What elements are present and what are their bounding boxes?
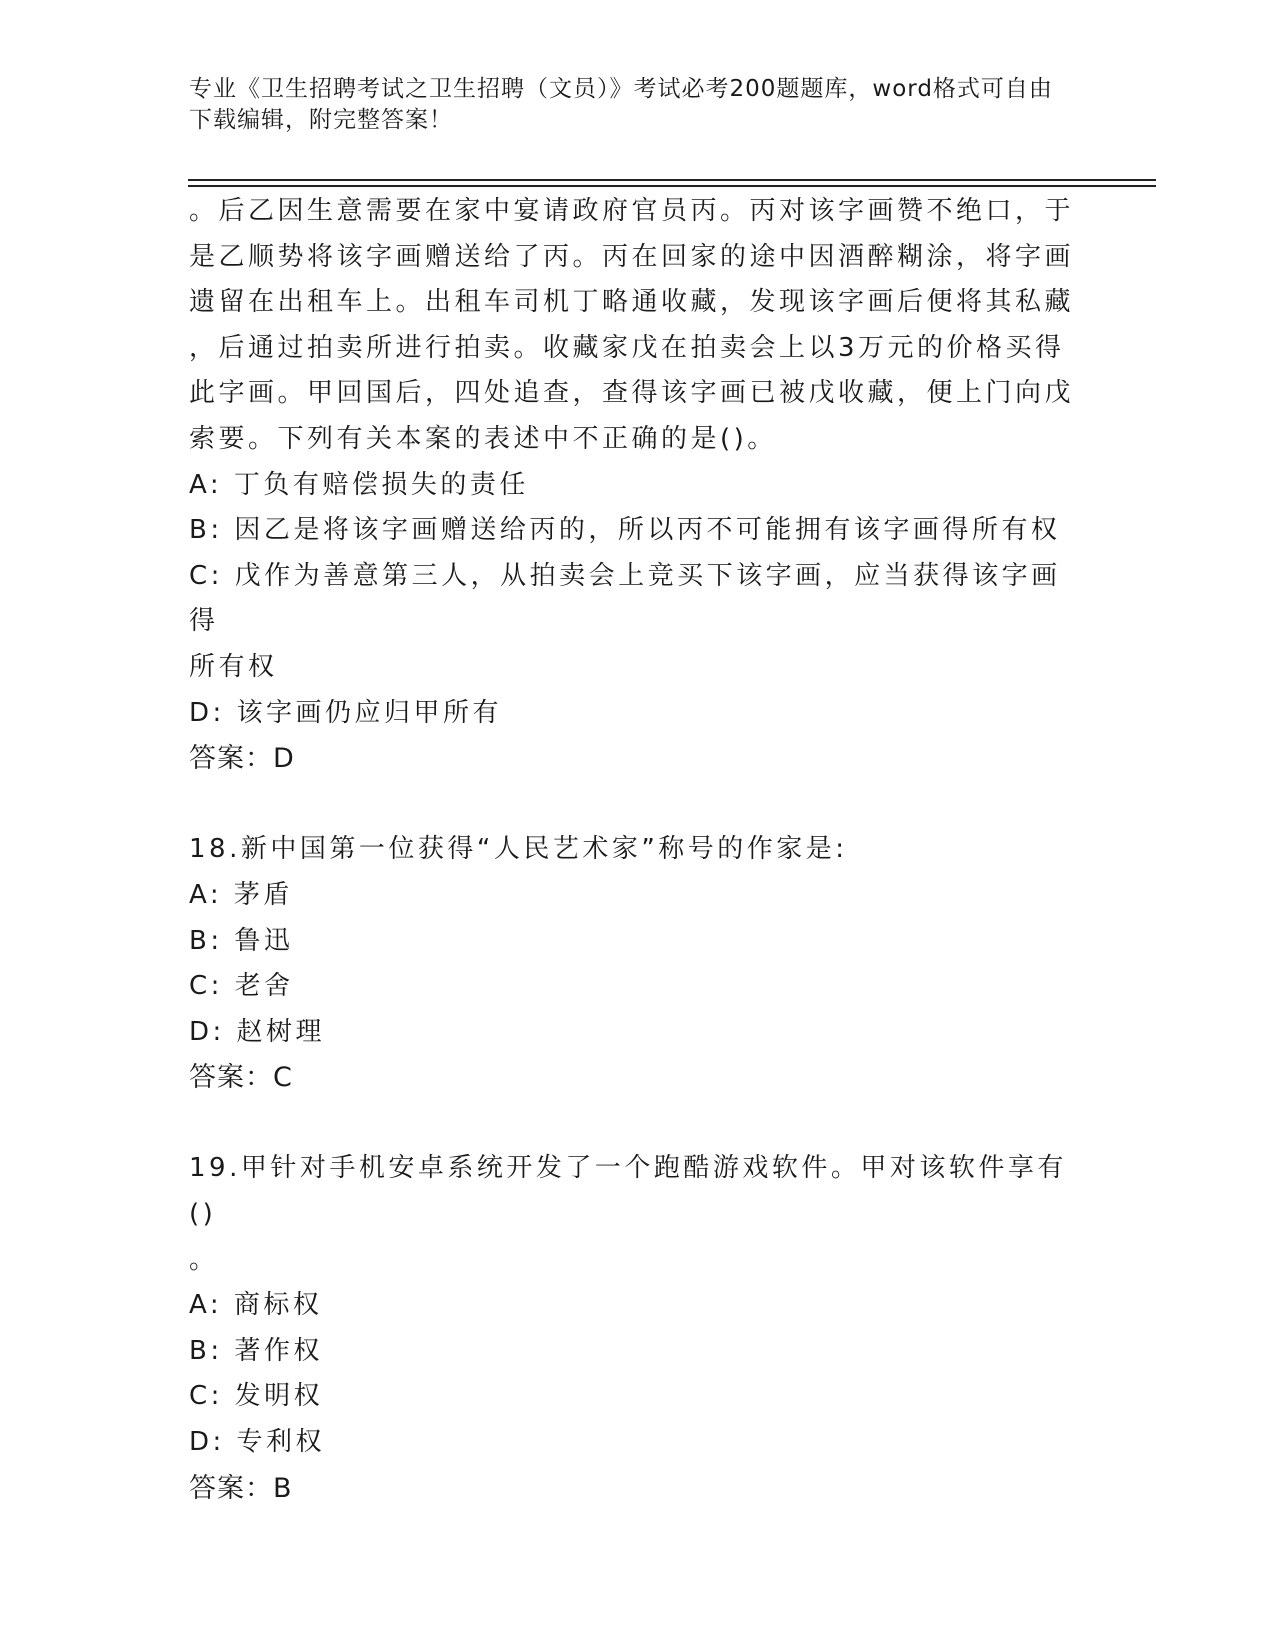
- header-rule-bottom: [188, 185, 1156, 187]
- question-stem-line: 索要。下列有关本案的表述中不正确的是()。: [189, 423, 777, 454]
- question-stem-line: 是乙顺势将该字画赠送给了丙。丙在回家的途中因酒醉糊涂，将字画: [189, 241, 1075, 272]
- question-stem-line: 19.甲针对手机安卓系统开发了一个跑酷游戏软件。甲对该软件享有(): [189, 1153, 1067, 1230]
- question-stem-line: 。后乙因生意需要在家中宴请政府官员丙。丙对该字画赞不绝口，于: [189, 196, 1075, 226]
- option-b: B: 因乙是将该字画赠送给丙的，所以丙不可能拥有该字画得所有权: [189, 515, 1061, 546]
- question-stem-line: 。: [189, 1244, 219, 1275]
- option-d: D: 专利权: [189, 1427, 326, 1458]
- spacer: [189, 1101, 1079, 1147]
- question-stem-line: 此字画。甲回国后，四处追查，查得该字画已被戊收藏，便上门向戊: [189, 378, 1075, 409]
- document-body: [189, 189, 1079, 1511]
- option-c-continued: 所有权: [189, 651, 278, 682]
- answer-line: 答案：C: [189, 1062, 293, 1094]
- spacer: [189, 782, 1079, 828]
- question-18: [189, 827, 1079, 1101]
- header-rule-top: [188, 179, 1156, 181]
- question-stem-line: ，后通过拍卖所进行拍卖。收藏家戊在拍卖会上以3万元的价格买得: [189, 332, 1065, 363]
- option-d: D: 该字画仍应归甲所有: [189, 697, 503, 728]
- document-header: 专业《卫生招聘考试之卫生招聘（文员）》考试必考200题题库，word格式可自由下载编辑，附完整答案！: [189, 76, 1053, 133]
- question-stem: 18.新中国第一位获得“人民艺术家”称号的作家是:: [189, 834, 848, 865]
- option-c: C: 戊作为善意第三人，从拍卖会上竞买下该字画，应当获得该字画得: [189, 560, 1061, 637]
- option-c: C: 老舍: [189, 971, 294, 1002]
- option-a: A: 丁负有赔偿损失的责任: [189, 469, 529, 500]
- answer-line: 答案：D: [189, 743, 295, 775]
- option-c: C: 发明权: [189, 1381, 324, 1412]
- option-d: D: 赵树理: [189, 1016, 326, 1047]
- option-b: B: 著作权: [189, 1335, 323, 1366]
- option-a: A: 茅盾: [189, 879, 293, 910]
- answer-line: 答案：B: [189, 1472, 293, 1504]
- question-17: [189, 189, 1079, 782]
- question-19: [189, 1146, 1079, 1511]
- question-stem-line: 遗留在出租车上。出租车司机丁略通收藏，发现该字画后便将其私藏: [189, 287, 1075, 318]
- option-b: B: 鲁迅: [189, 925, 294, 956]
- option-a: A: 商标权: [189, 1290, 323, 1321]
